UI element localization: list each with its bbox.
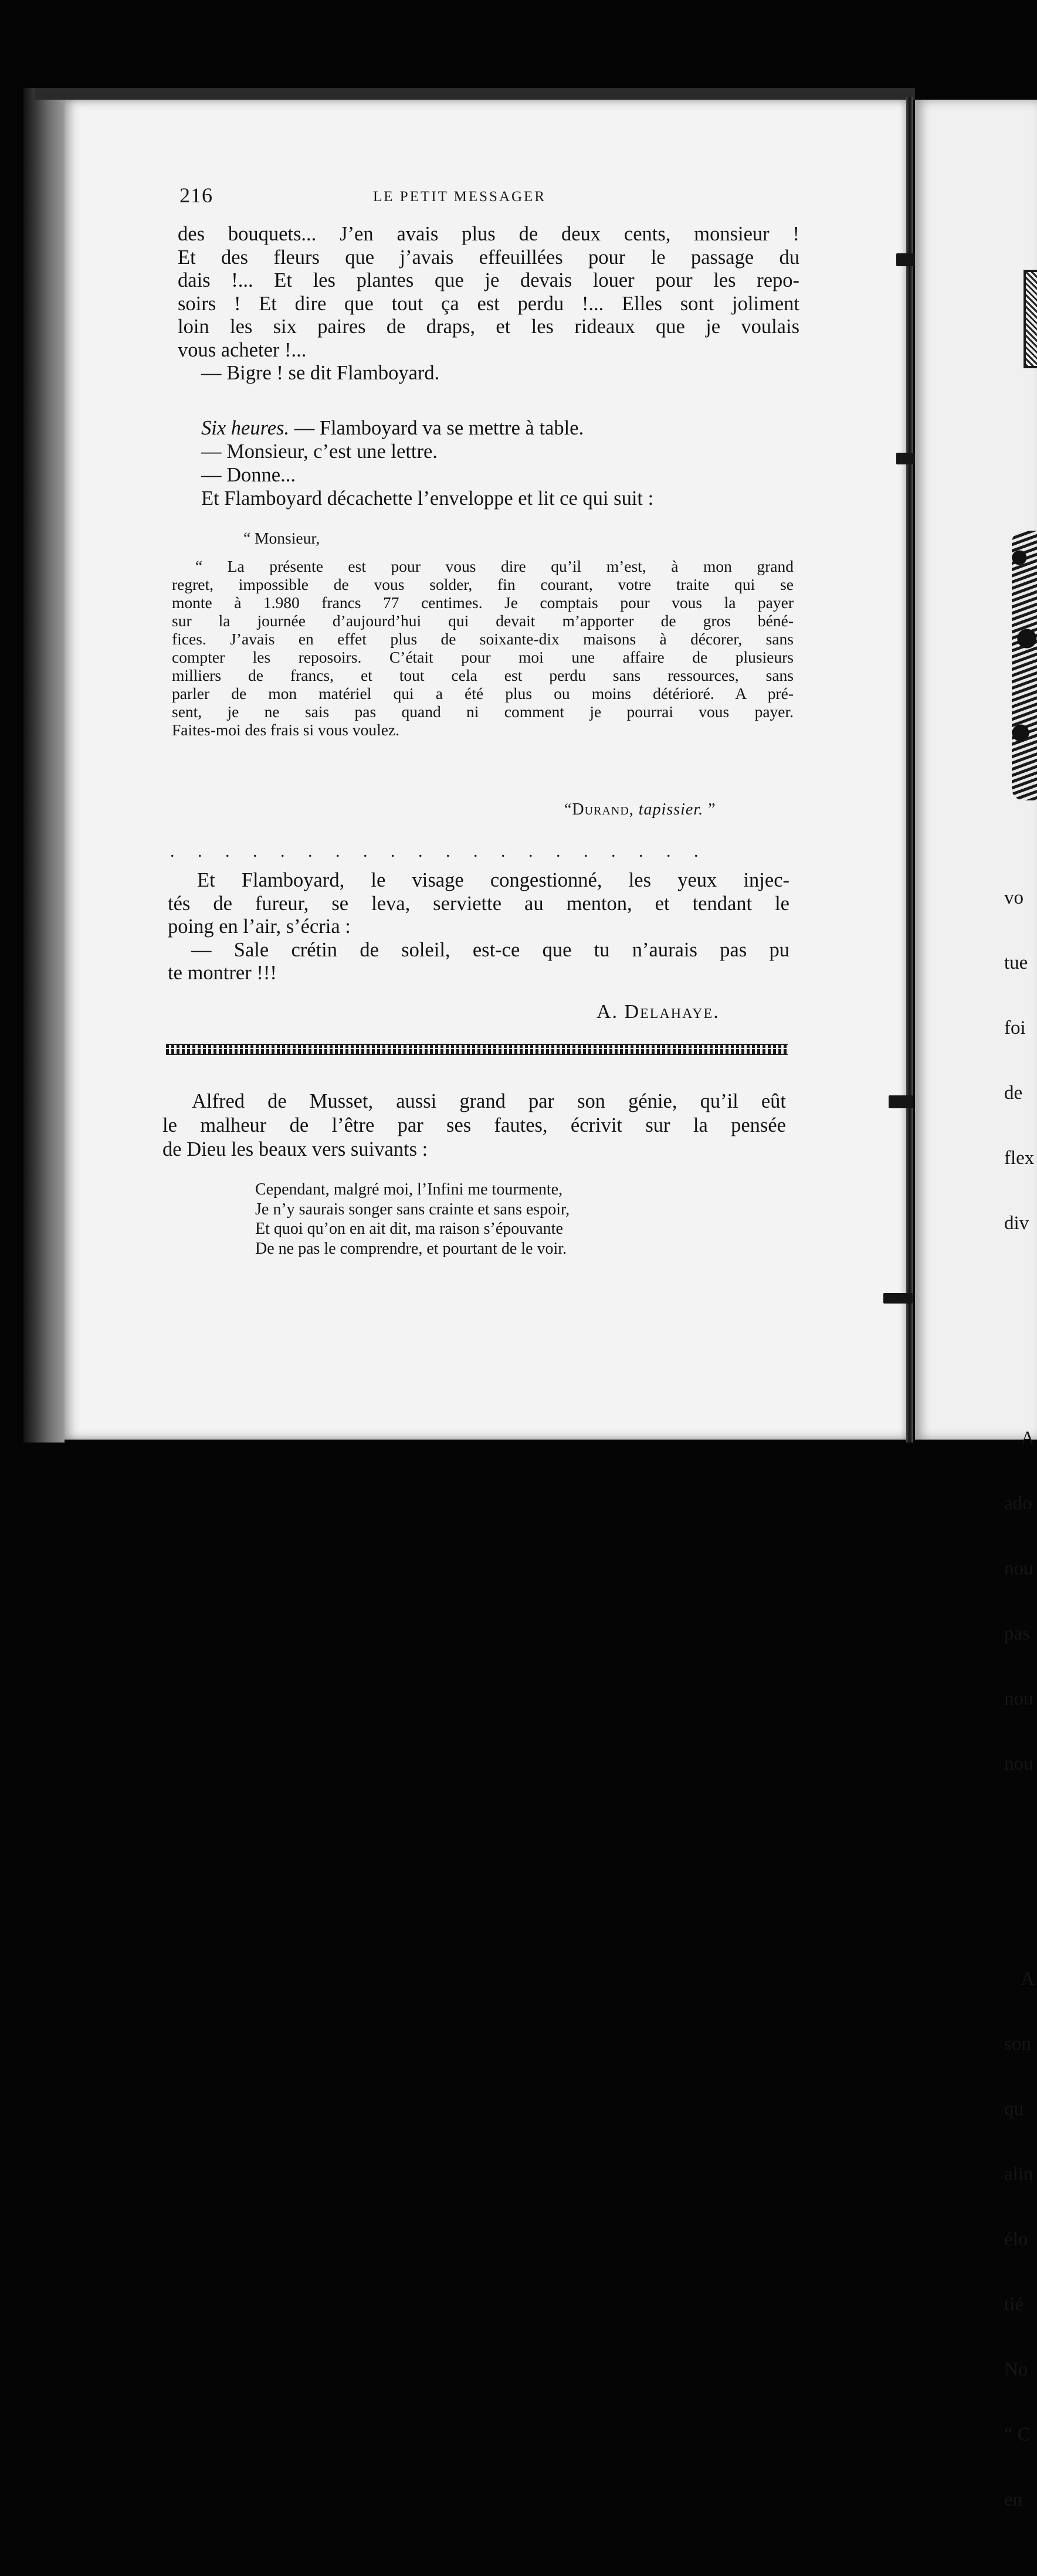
signature-name: “Durand, [564,800,634,819]
binding-clip [889,1095,913,1108]
paragraph-final [168,869,789,985]
text-line: — Bigre ! se dit Flamboyard. [201,362,440,384]
page-header [179,183,778,209]
fragment: foi [1004,1017,1026,1038]
ornament-box [1024,270,1037,368]
fragment: ado [1004,1493,1032,1514]
text-line: soirs ! Et dire que tout ça est perdu !... Elles sont joliment [178,292,799,315]
text-line: — Donne... [201,464,296,486]
letter-line: milliers de francs, et tout cela est perdu sans ressources, sans [172,666,794,684]
letter-line: fices. J’avais en effet plus de soixante-dix maisons à décorer, sans [172,630,794,648]
text-line: Et Flamboyard, le visage congestionné, les yeux injec- [197,869,789,891]
text-line: Et des fleurs que j’avais effeuillées pour le passage du [178,246,799,269]
fragment: nou [1004,1688,1033,1709]
paragraph-musset-intro [162,1090,786,1162]
fragment: élo [1004,2229,1028,2250]
letter-line: Faites-moi des frais si vous voulez. [172,721,399,739]
text-line: Et Flamboyard décachette l’enveloppe et lit ce qui suit : [201,487,654,510]
fragment: qu [1004,2099,1024,2120]
decorative-initial-ornament [1012,531,1037,800]
text-line: dais !... Et les plantes que je devais louer pour les repo- [178,269,799,291]
text-line: le malheur de l’être par ses fautes, écrivit sur la pensée [162,1114,786,1136]
letter-line: “ La présente est pour vous dire qu’il m’est, à mon grand [195,557,794,575]
text-line: Alfred de Musset, aussi grand par son génie, qu’il eût [192,1090,786,1112]
text-line: de Dieu les beaux vers suivants : [162,1138,428,1160]
letter-salutation: “ Monsieur, [243,529,320,547]
poem-line: Je n’y saurais songer sans crainte et sans espoir, [255,1200,570,1219]
book-edge-left [23,88,65,1443]
fragment: nou [1004,1753,1033,1774]
fragment: No [1004,2359,1028,2380]
decorative-rule [166,1044,788,1055]
paragraph-bouquets [178,223,799,385]
letter-line: parler de mon matériel qui a été plus ou moins détérioré. A pré- [172,684,794,702]
fragment-group-1 [1004,844,1037,1278]
dotted-separator: .................... [170,841,721,861]
italic-time-label: Six heures. [201,417,290,439]
letter-line: compter les reposoirs. C’était pour moi une affaire de plusieurs [172,648,794,666]
text-line: poing en l’air, s’écria : [168,915,351,938]
author-signature [597,1001,720,1023]
binding-clip [883,1293,913,1304]
text-line: vous acheter !... [178,338,307,361]
poem-line: Et quoi qu’on en ait dit, ma raison s’épouvante [255,1220,563,1238]
fragment: alin [1004,2164,1033,2185]
fragment: vo [1004,887,1024,908]
poem-line: De ne pas le comprendre, et pourtant de le voir. [255,1239,567,1258]
text-line: des bouquets... J’en avais plus de deux cents, monsieur ! [178,223,799,245]
right-page-text-fragments [1004,800,1037,2576]
letter-body [172,557,794,739]
fragment-group-2 [1004,1384,1037,1818]
fragment: A [1021,1428,1035,1449]
fragment: “ C [1004,2424,1031,2445]
letter-line: monte à 1.980 francs 77 centimes. Je comptais pour vous la payer [172,593,794,612]
fragment: pas [1004,1623,1030,1644]
fragment: flex [1004,1148,1035,1169]
book-gutter [906,97,913,1443]
page-number: 216 [179,184,213,207]
signature-close: ” [703,800,716,819]
fragment: tue [1004,952,1028,973]
book-top-shadow [35,88,915,100]
signature-role: tapissier. [638,800,704,819]
paragraph-six-heures [178,416,799,510]
text-line: — Monsieur, c’est une lettre. [201,440,438,463]
running-title: LE PETIT MESSAGER [373,189,546,205]
fragment: en [1004,2489,1023,2510]
fragment: son [1004,2034,1031,2055]
poem-stanza [255,1180,570,1258]
fragment-group-3 [1004,1925,1037,2554]
author-name: A. Delahaye. [597,1001,720,1023]
text-line: loin les six paires de draps, et les rideaux que je voulais [178,315,799,338]
letter-line: regret, impossible de vous solder, fin courant, votre traite qui se [172,575,794,593]
fragment: A [1021,1969,1035,1990]
letter-line: sent, je ne sais pas quand ni comment je pourrai vous payer. [172,702,794,721]
letter-signature [564,800,716,819]
fragment: tié [1004,2294,1024,2315]
letter-line: sur la journée d’aujourd’hui qui devait m’apporter de gros béné- [172,612,794,630]
fragment: de [1004,1082,1023,1104]
text-line: — Sale crétin de soleil, est-ce que tu n’aurais pas pu [191,938,789,961]
poem-line: Cependant, malgré moi, l’Infini me tourmente, [255,1180,563,1199]
text-line: tés de fureur, se leva, serviette au menton, et tendant le [168,892,789,915]
fragment: div [1004,1213,1029,1234]
fragment: nou [1004,1558,1033,1579]
text-line: te montrer !!! [168,962,277,984]
text-span: — Flamboyard va se mettre à table. [289,417,584,439]
text-line [178,416,799,440]
